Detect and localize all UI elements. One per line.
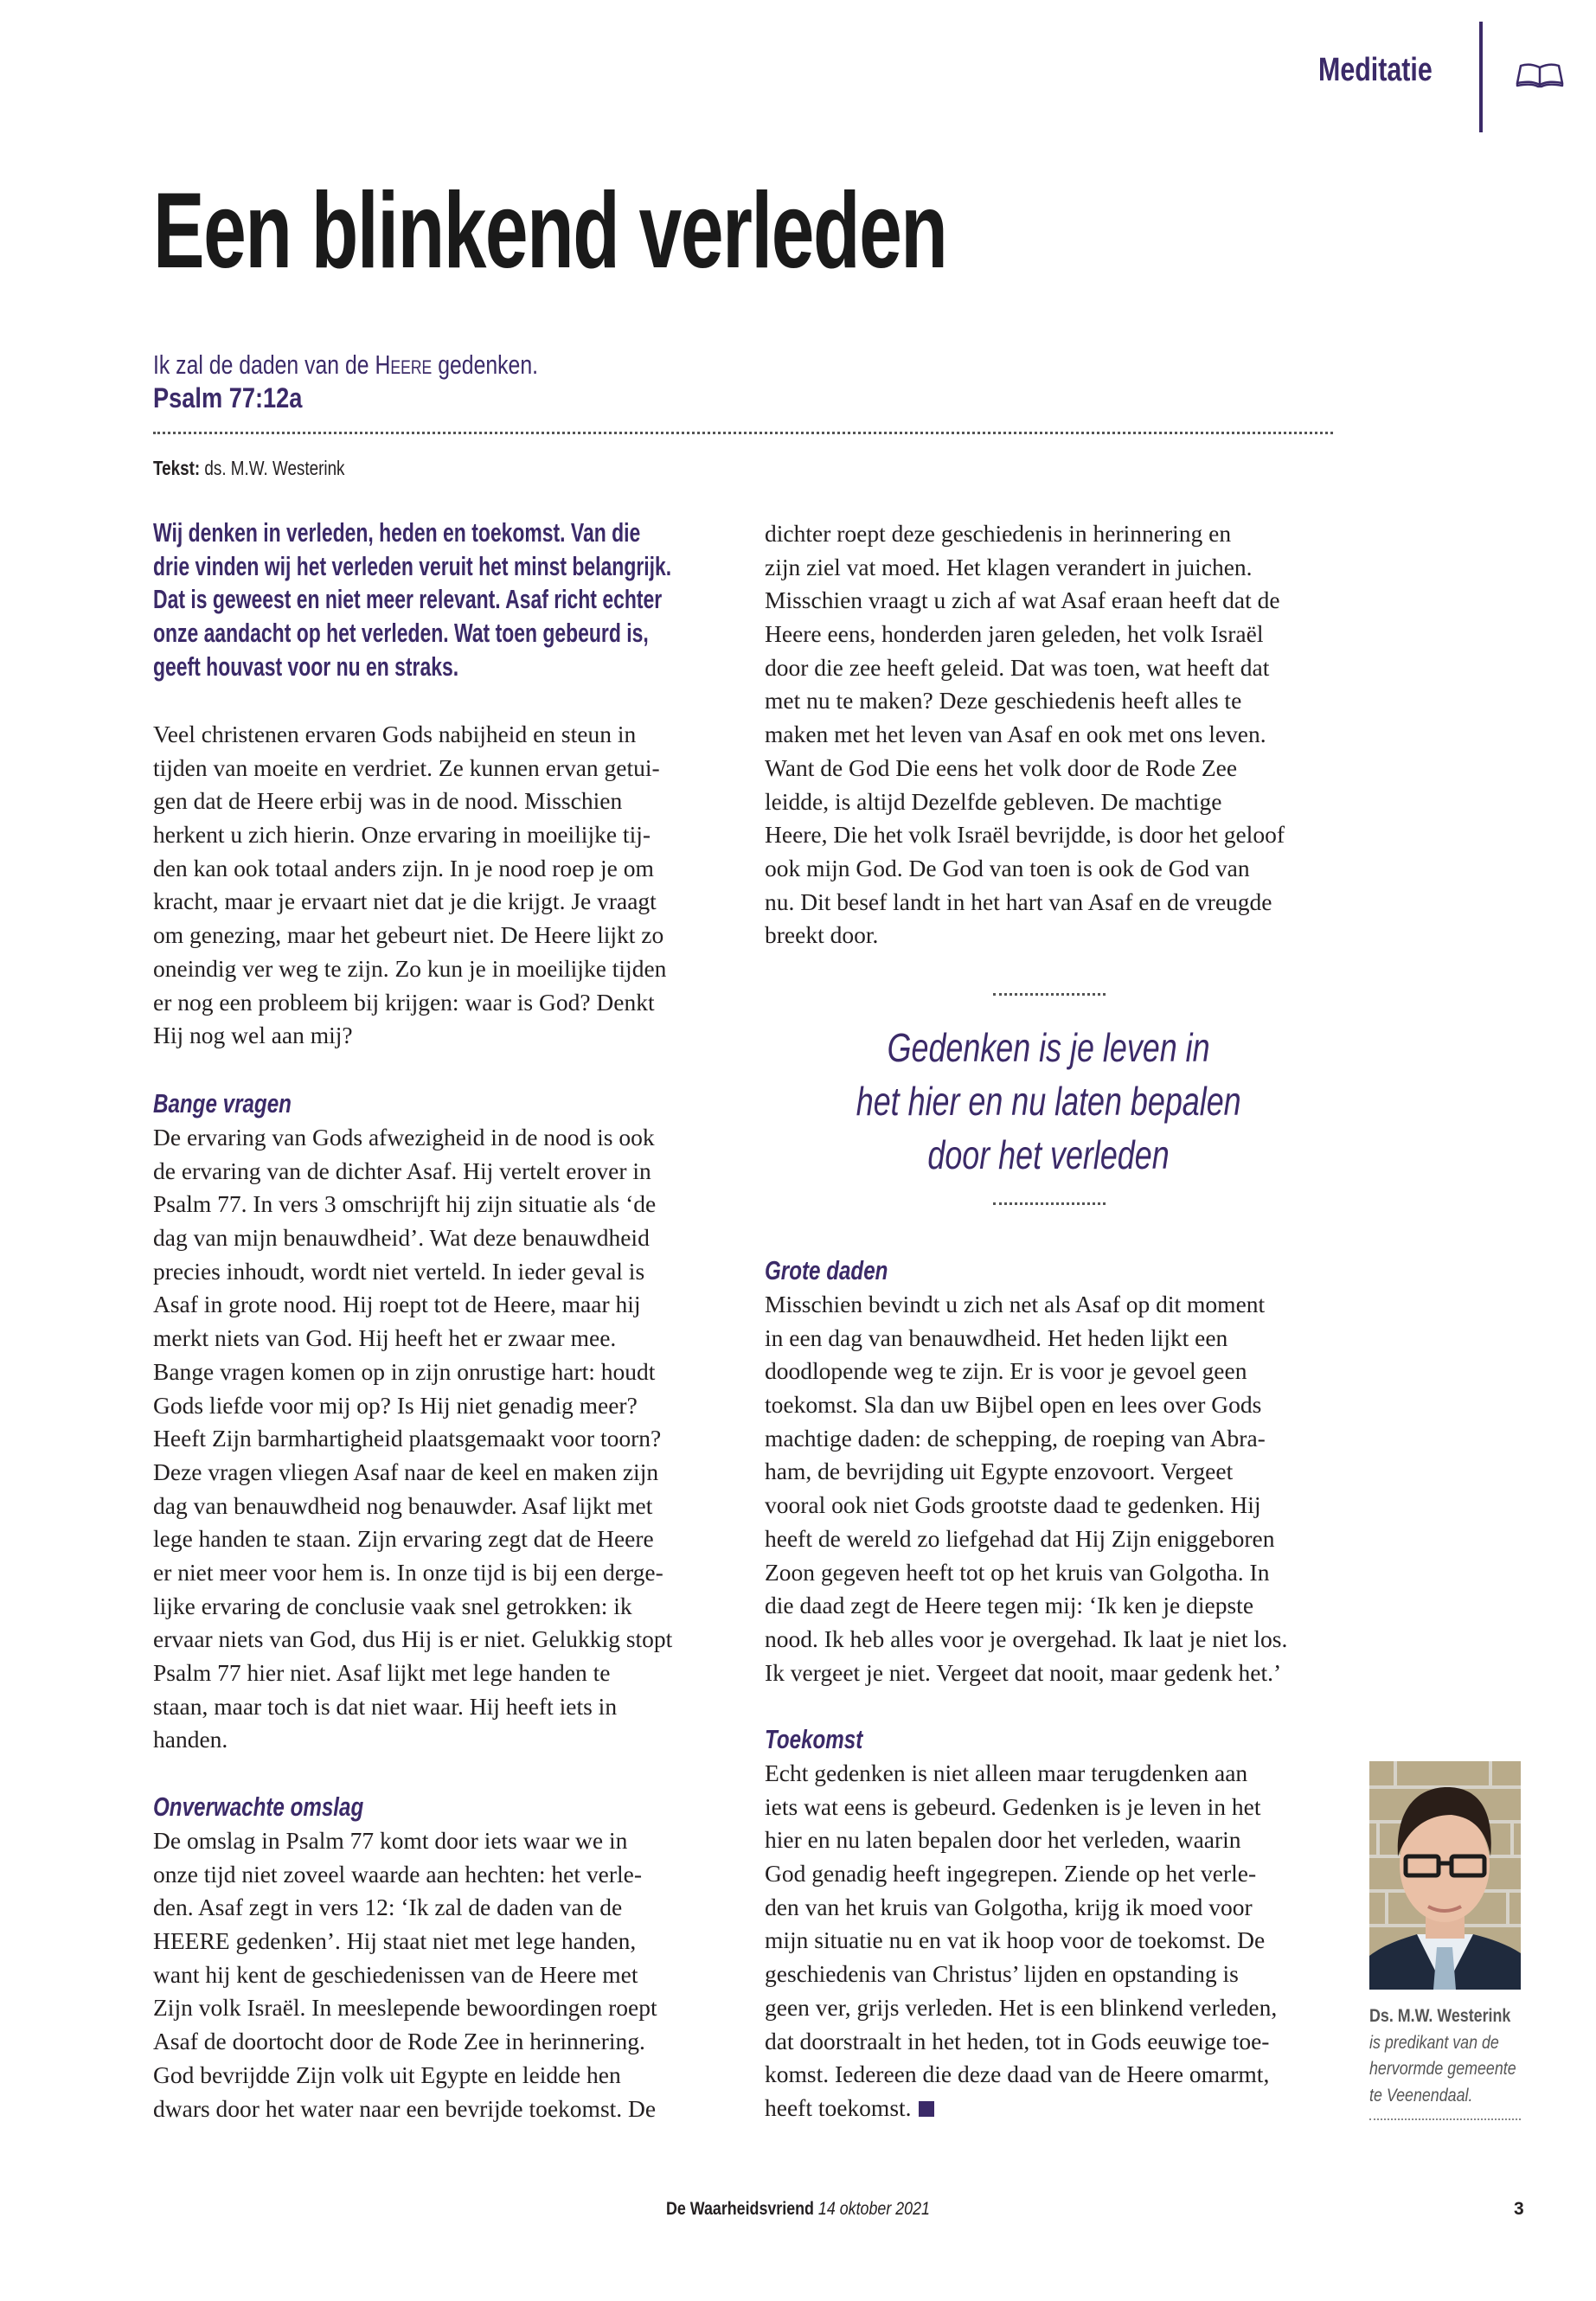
text-line bbox=[765, 1791, 1277, 1824]
text-line bbox=[765, 1857, 1277, 1891]
text-line bbox=[765, 1388, 1287, 1422]
text-line bbox=[153, 2059, 657, 2093]
text-line bbox=[153, 1657, 672, 1690]
dotted-divider bbox=[153, 432, 1333, 434]
text-line bbox=[153, 516, 854, 550]
scripture-reference: Psalm 77:12a bbox=[153, 382, 303, 413]
text-line bbox=[765, 1823, 1277, 1857]
text-line bbox=[153, 1019, 666, 1053]
text-line bbox=[153, 1356, 672, 1389]
text-line-content: breekt door. bbox=[765, 921, 879, 949]
text-line bbox=[153, 1690, 672, 1724]
text-line-content: heeft toekomst. bbox=[765, 2093, 912, 2121]
subheading: Onverwachte omslag bbox=[153, 1791, 364, 1822]
text-line bbox=[153, 651, 854, 684]
body-paragraph bbox=[153, 1824, 657, 2125]
text-line-content: dag van benauwdheid nog benauwder. Asaf lijkt met bbox=[153, 1491, 653, 1519]
text-line-content: want hij kent de geschiedenissen van de Heere met bbox=[153, 1960, 638, 1988]
text-line bbox=[765, 517, 1285, 551]
text-line bbox=[765, 2058, 1277, 2092]
text-line-content: Psalm 77. In vers 3 omschrijft hij zijn situatie als ‘de bbox=[153, 1190, 657, 1218]
text-line bbox=[765, 1757, 1277, 1791]
text-line bbox=[765, 1958, 1277, 1991]
text-line bbox=[765, 1522, 1287, 1556]
text-line-content: toekomst. Sla dan uw Bijbel open en lees over Gods bbox=[765, 1391, 1262, 1419]
text-line-content: ham, de bevrijding uit Egypte enzovoort. Vergeet bbox=[765, 1458, 1234, 1485]
text-line bbox=[765, 1891, 1277, 1925]
byline: Tekst: ds. M.W. Westerink bbox=[153, 457, 345, 479]
text-line bbox=[153, 1556, 672, 1590]
text-line-content: den van het kruis van Golgotha, krijg ik moed voor bbox=[765, 1893, 1253, 1920]
text-line-content: Bange vragen komen op in zijn onrustige hart: houdt bbox=[153, 1357, 656, 1385]
text-line bbox=[153, 1522, 672, 1556]
text-line bbox=[153, 2025, 657, 2059]
text-line-content: geschiedenis van Christus’ lijden en opstanding is bbox=[765, 1960, 1239, 1988]
text-line-content: Zoon gegeven heeft tot op het kruis van Golgotha. In bbox=[765, 1558, 1270, 1586]
author-photo bbox=[1369, 1761, 1521, 1990]
text-line-content: die daad zegt de Heere tegen mij: ‘Ik ken je diepste bbox=[765, 1592, 1254, 1619]
text-line-content: oneindig ver weg te zijn. Zo kun je in moeilijke tijden bbox=[153, 954, 667, 982]
text-line-content: Gods liefde voor mij op? Is Hij niet genadig meer? bbox=[153, 1391, 638, 1419]
text-line-content: God genadig heeft ingegrepen. Ziende op het verle- bbox=[765, 1860, 1257, 1888]
text-line bbox=[765, 1455, 1287, 1489]
text-line bbox=[765, 852, 1285, 886]
text-line bbox=[153, 583, 854, 617]
body-paragraph bbox=[765, 517, 1285, 952]
text-line-content: Wij denken in verleden, heden en toekomst. Van die bbox=[153, 517, 641, 548]
text-line-content: door die zee heeft geleid. Dat was toen, wat heeft dat bbox=[765, 653, 1270, 681]
text-line bbox=[765, 1322, 1287, 1356]
text-line bbox=[765, 1589, 1287, 1623]
text-line-content: Veel christenen ervaren Gods nabijheid en steun in bbox=[153, 721, 637, 747]
text-line-content: Ik vergeet je niet. Vergeet dat nooit, maar gedenk het.’ bbox=[765, 1658, 1282, 1686]
text-line-content: om genezing, maar het gebeurt niet. De Heere lijkt zo bbox=[153, 921, 664, 949]
footer: De Waarheidsvriend 14 oktober 2021 bbox=[666, 2199, 930, 2219]
dotted-divider bbox=[993, 993, 1106, 996]
end-mark-icon bbox=[919, 2101, 934, 2117]
text-line-content: kracht, maar je ervaart niet dat je die krijgt. Je vraagt bbox=[153, 888, 657, 915]
text-line bbox=[153, 885, 666, 919]
text-line bbox=[765, 1355, 1287, 1388]
text-line bbox=[765, 651, 1285, 685]
body-paragraph bbox=[153, 1121, 672, 1757]
text-line-content: Psalm 77 hier niet. Asaf lijkt met lege handen te bbox=[153, 1659, 611, 1686]
text-line-content: er nog een probleem bij krijgen: waar is God? Denkt bbox=[153, 988, 655, 1016]
text-line-content: Zijn volk Israël. In meeslepende bewoordingen roept bbox=[153, 1994, 657, 2022]
text-line-content: dwars door het water naar een bevrijde toekomst. De bbox=[153, 2094, 657, 2122]
text-line-content: staan, maar toch is dat niet waar. Hij heeft iets in bbox=[153, 1692, 618, 1720]
text-line-content: doodlopende weg te zijn. Er is voor je gevoel geen bbox=[765, 1357, 1247, 1385]
text-line bbox=[153, 1322, 672, 1356]
text-line-content: den. Asaf zegt in vers 12: ‘Ik zal de daden van de bbox=[153, 1894, 623, 1921]
text-line-content: met nu te maken? Deze geschiedenis heeft alles te bbox=[765, 687, 1242, 715]
text-line bbox=[153, 986, 666, 1020]
text-line-content: Hij nog wel aan mij? bbox=[153, 1022, 353, 1049]
text-line bbox=[765, 1288, 1287, 1322]
text-line-content: leidde, is altijd Dezelfde gebleven. De machtige bbox=[765, 787, 1222, 815]
text-line-content: maken met het leven van Asaf en ook met ons leven. bbox=[765, 721, 1266, 748]
text-line bbox=[153, 1389, 672, 1423]
text-line bbox=[153, 1490, 672, 1523]
text-line bbox=[765, 718, 1285, 752]
text-line-content: onze aandacht op het verleden. Wat toen gebeurd is, bbox=[153, 618, 649, 649]
text-line-content: nood. Ik heb alles voor je overgehad. Ik laat je niet los. bbox=[765, 1625, 1288, 1652]
text-line bbox=[153, 1925, 657, 1958]
text-line bbox=[765, 1489, 1287, 1522]
text-line-content: ook mijn God. De God van toen is ook de God van bbox=[765, 854, 1250, 881]
text-line-content: Dat is geweest en niet meer relevant. Asaf richt echter bbox=[153, 584, 663, 615]
text-line-content: handen. bbox=[153, 1726, 228, 1753]
text-line bbox=[765, 785, 1285, 819]
text-line bbox=[765, 618, 1285, 651]
text-line-content: Asaf in grote nood. Hij roept tot de Heere, maar hij bbox=[153, 1291, 641, 1318]
text-line bbox=[153, 718, 666, 752]
text-line-content: dag van mijn benauwdheid’. Wat deze benauwdheid bbox=[153, 1224, 650, 1252]
subheading: Grote daden bbox=[765, 1255, 888, 1285]
text-line-content: Misschien vraagt u zich af wat Asaf eraan heeft dat de bbox=[765, 586, 1280, 614]
text-line-content: Heeft Zijn barmhartigheid plaatsgemaakt voor toorn? bbox=[153, 1425, 662, 1452]
text-line-content: Heere eens, honderden jaren geleden, het volk Israël bbox=[765, 620, 1264, 648]
subheading: Bange vragen bbox=[153, 1088, 292, 1118]
text-line bbox=[153, 1623, 672, 1657]
text-line bbox=[153, 1188, 672, 1221]
text-line bbox=[765, 818, 1285, 852]
text-line-content: herkent u zich hierin. Onze ervaring in moeilijke tij- bbox=[153, 821, 651, 849]
subheading: Toekomst bbox=[765, 1724, 863, 1754]
body-paragraph bbox=[765, 1288, 1287, 1689]
text-line-content: hier en nu laten bepalen door het verleden, waarin bbox=[765, 1826, 1241, 1854]
text-line-content: lijke ervaring de conclusie vaak snel getrokken: ik bbox=[153, 1592, 632, 1619]
text-line-content: machtige daden: de schepping, de roeping van Abra- bbox=[765, 1424, 1266, 1452]
text-line-content: mijn situatie nu en vat ik hoop voor de toekomst. De bbox=[765, 1926, 1266, 1954]
text-line-content: onze tijd niet zoveel waarde aan hechten: het verle- bbox=[153, 1860, 642, 1888]
text-line-content: precies inhoudt, wordt niet verteld. In ieder geval is bbox=[153, 1257, 645, 1285]
text-line-content: dat doorstraalt in het heden, tot in Gods eeuwige toe- bbox=[765, 2027, 1270, 2054]
text-line bbox=[153, 1255, 672, 1289]
text-line bbox=[765, 919, 1285, 952]
text-line bbox=[765, 752, 1285, 785]
text-line bbox=[765, 1422, 1287, 1456]
text-line-content: God bevrijdde Zijn volk uit Egypte en leidde hen bbox=[153, 2061, 621, 2088]
text-line-content: in een dag van benauwdheid. Het heden lijkt een bbox=[765, 1324, 1228, 1351]
text-line-content: de ervaring van de dichter Asaf. Hij vertelt erover in bbox=[153, 1157, 651, 1184]
text-line bbox=[765, 2025, 1277, 2059]
text-line-content: zijn ziel vat moed. Het klagen verandert in juichen. bbox=[765, 553, 1253, 580]
text-line-content: HEERE gedenken’. Hij staat niet met lege handen, bbox=[153, 1927, 637, 1955]
text-line bbox=[153, 752, 666, 785]
text-line-content: drie vinden wij het verleden veruit het minst belangrijk. bbox=[153, 550, 672, 581]
text-line bbox=[153, 1891, 657, 1925]
text-line bbox=[765, 2092, 1277, 2125]
text-line bbox=[153, 785, 666, 818]
text-line bbox=[153, 852, 666, 886]
text-line bbox=[765, 551, 1285, 585]
open-book-icon bbox=[1516, 62, 1564, 94]
text-line-content: iets wat eens is gebeurd. Gedenken is je leven in het bbox=[765, 1792, 1261, 1820]
article-title: Een blinkend verleden bbox=[153, 171, 947, 291]
text-line-content: ervaar niets van God, dus Hij is er niet. Gelukkig stopt bbox=[153, 1625, 673, 1653]
header-divider bbox=[1479, 22, 1483, 132]
text-line-content: Misschien bevindt u zich net als Asaf op dit moment bbox=[765, 1291, 1266, 1317]
text-line-content: Deze vragen vliegen Asaf naar de keel en maken zijn bbox=[153, 1458, 659, 1485]
text-line-content: Echt gedenken is niet alleen maar terugdenken aan bbox=[765, 1759, 1248, 1786]
text-line-content: tijden van moeite en verdriet. Ze kunnen ervan getui- bbox=[153, 753, 660, 781]
text-line bbox=[153, 1590, 672, 1624]
text-line-content: Heere, Die het volk Israël bevrijdde, is door het geloof bbox=[765, 821, 1285, 849]
text-line bbox=[153, 550, 854, 584]
page-number: 3 bbox=[1514, 2199, 1524, 2219]
text-line bbox=[153, 1456, 672, 1490]
text-line bbox=[765, 1623, 1287, 1657]
text-line bbox=[153, 1958, 657, 1992]
text-line-content: geen ver, grijs verleden. Het is een blinkend verleden, bbox=[765, 1993, 1278, 2021]
text-line-content: gen dat de Heere erbij was in de nood. Misschien bbox=[153, 787, 623, 815]
text-line bbox=[153, 1991, 657, 2025]
text-line-content: nu. Dit besef landt in het hart van Asaf en de vreugde bbox=[765, 888, 1272, 915]
text-line-content: er niet meer voor hem is. In onze tijd is bij een derge- bbox=[153, 1558, 663, 1586]
text-line bbox=[765, 1991, 1277, 2025]
lead-paragraph bbox=[153, 516, 854, 683]
text-line bbox=[153, 1723, 672, 1757]
text-line-content: Asaf de doortocht door de Rode Zee in herinnering. bbox=[153, 2028, 645, 2055]
text-line-content: heeft de wereld zo liefgehad dat Hij Zijn eniggeboren bbox=[765, 1524, 1275, 1552]
body-paragraph bbox=[153, 718, 666, 1053]
text-line bbox=[765, 1556, 1287, 1590]
text-line-content: vooral ook niet Gods grootste daad te gedenken. Hij bbox=[765, 1491, 1261, 1519]
scripture-verse: Ik zal de daden van de Heere gedenken. bbox=[153, 349, 539, 380]
text-line bbox=[765, 886, 1285, 920]
text-line bbox=[153, 919, 666, 952]
text-line bbox=[153, 1155, 672, 1189]
text-line bbox=[765, 1657, 1287, 1690]
text-line bbox=[153, 818, 666, 852]
text-line bbox=[765, 584, 1285, 618]
text-line-content: den kan ook totaal anders zijn. In je nood roep je om bbox=[153, 854, 654, 881]
dotted-divider bbox=[993, 1202, 1106, 1205]
text-line-content: geeft houvast voor nu en straks. bbox=[153, 651, 459, 682]
section-label: Meditatie bbox=[1318, 52, 1433, 88]
text-line bbox=[153, 1288, 672, 1322]
text-line bbox=[765, 684, 1285, 718]
text-line-content: lege handen te staan. Zijn ervaring zegt dat de Heere bbox=[153, 1525, 654, 1553]
text-line bbox=[153, 617, 854, 651]
text-line bbox=[153, 1422, 672, 1456]
dotted-divider bbox=[1369, 2118, 1521, 2120]
text-line-content: komst. Iedereen die deze daad van de Heere omarmt, bbox=[765, 2061, 1270, 2088]
text-line-content: De omslag in Psalm 77 komt door iets waar we in bbox=[153, 1827, 628, 1854]
text-line bbox=[153, 1221, 672, 1255]
text-line bbox=[153, 952, 666, 986]
text-line bbox=[765, 1924, 1277, 1958]
text-line bbox=[153, 1121, 672, 1155]
text-line-content: Want de God Die eens het volk door de Rode Zee bbox=[765, 753, 1238, 781]
text-line-content: merkt niets van God. Hij heeft het er zwaar mee. bbox=[153, 1324, 617, 1352]
body-paragraph bbox=[765, 1757, 1277, 2125]
text-line-content: dichter roept deze geschiedenis in herinnering en bbox=[765, 520, 1232, 547]
pull-quote: Gedenken is je leven in het hier en nu laten bepalen door het verleden bbox=[856, 1025, 1241, 1177]
text-line bbox=[153, 2093, 657, 2126]
text-line-content: De ervaring van Gods afwezigheid in de nood is ook bbox=[153, 1124, 655, 1150]
text-line bbox=[153, 1858, 657, 1892]
text-line bbox=[153, 1824, 657, 1858]
author-caption: Ds. M.W. Westerink is predikant van de hervormde gemeente te Veenendaal. bbox=[1369, 2006, 1516, 2106]
